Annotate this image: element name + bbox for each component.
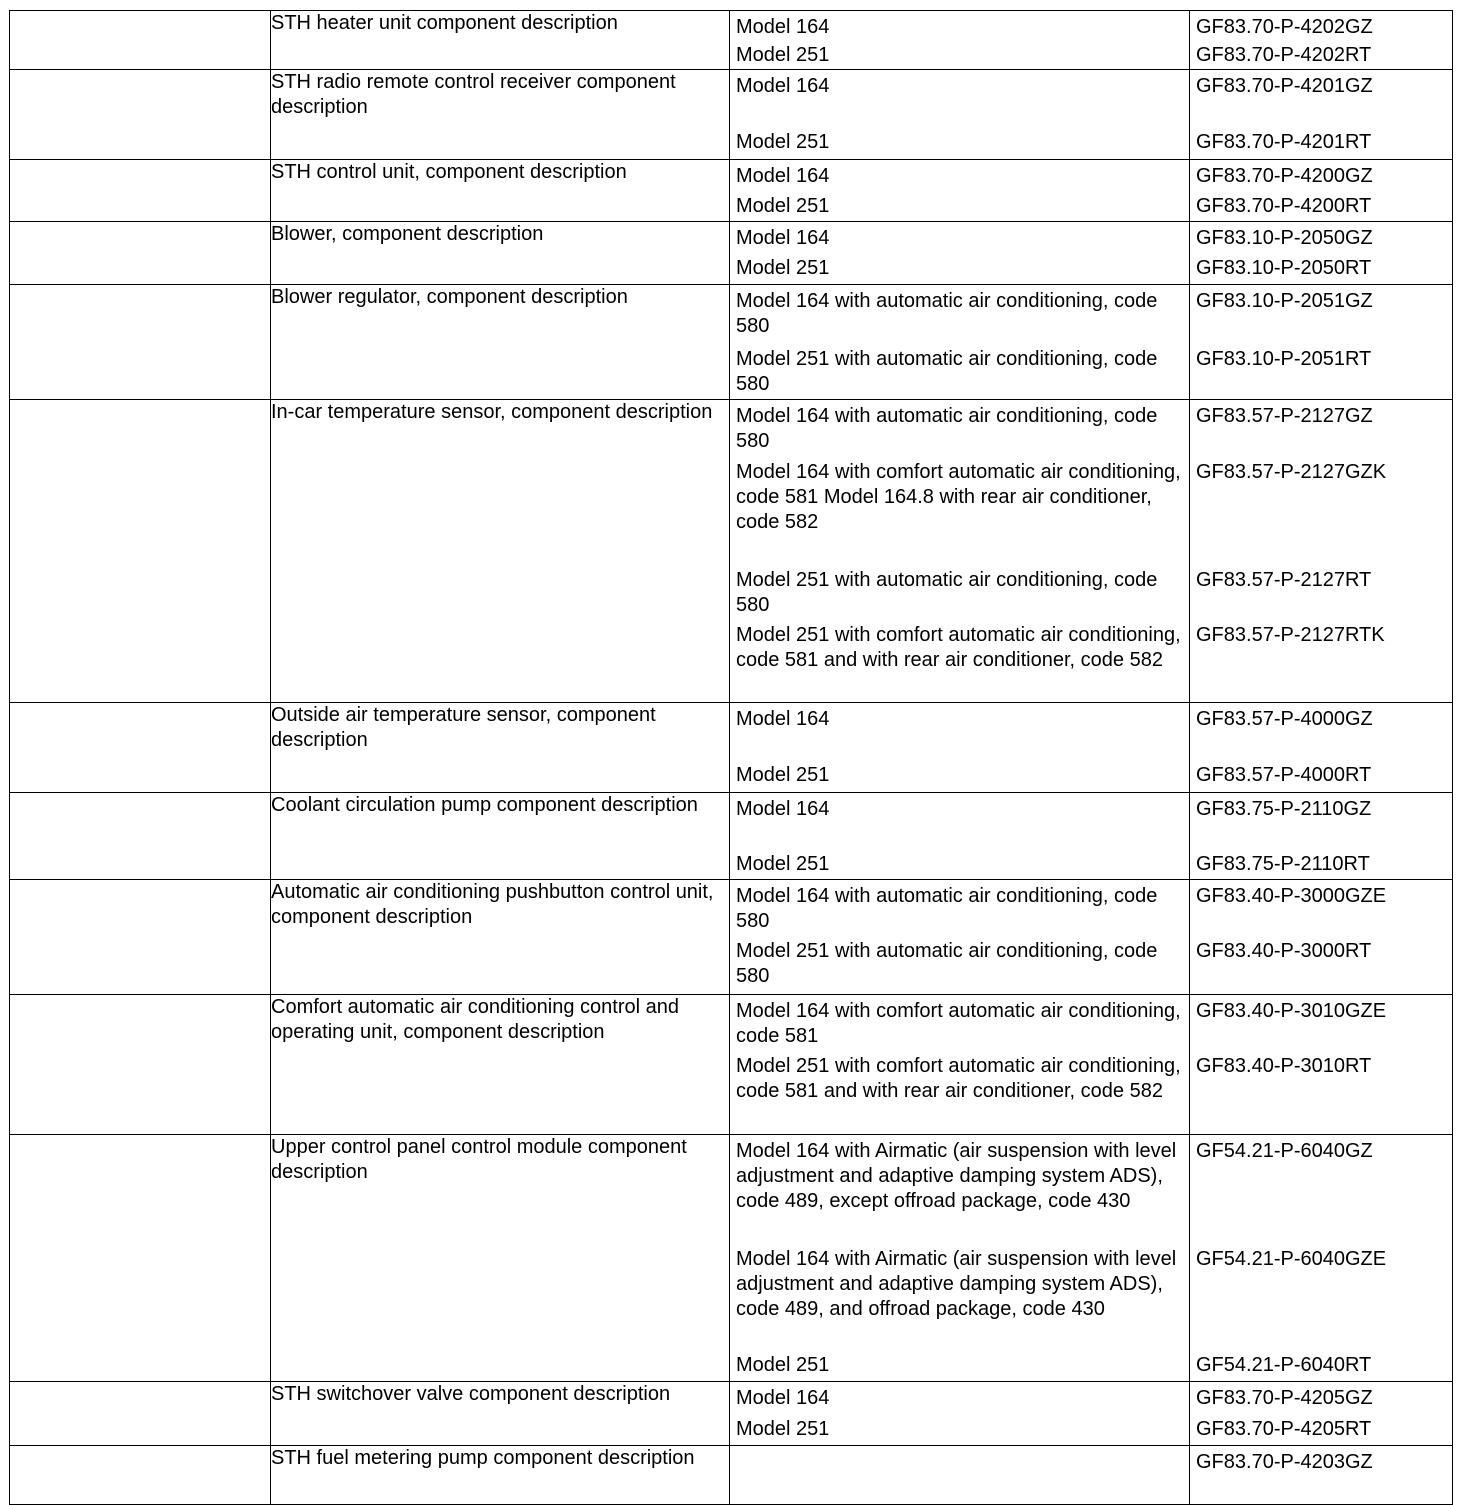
model-cell [730,222,1190,285]
document-reference [1190,222,1452,252]
document-reference [1190,1446,1452,1504]
model-description [730,252,1189,284]
model-text: Model 164 [736,227,830,249]
document-reference [1190,1382,1452,1413]
component-title: Comfort automatic air conditioning control and operating unit, component description [271,996,679,1043]
document-reference [1190,1243,1452,1349]
model-description [730,1349,1189,1381]
model-description [730,126,1189,159]
model-text: Model 164 [736,75,830,97]
document-reference [1190,1135,1452,1243]
model-text: Model 251 with comfort automatic air conditioning, code 581 and with rear air conditioner, code 582 [736,1055,1181,1102]
model-text: Model 251 [736,1418,830,1440]
model-description [730,1382,1189,1413]
reference-cell [1190,793,1453,880]
reference-cell [1190,995,1453,1135]
model-description [730,70,1189,126]
component-title: Outside air temperature sensor, component description [271,704,656,751]
document-reference [1190,880,1452,935]
reference-cell [1190,880,1453,995]
model-description [730,343,1189,399]
document-reference [1190,995,1452,1050]
model-text: Model 164 [736,16,830,38]
model-text: Model 251 [736,853,830,875]
document-reference [1190,126,1452,159]
document-reference [1190,400,1452,456]
model-cell [730,160,1190,222]
blank-cell [10,70,271,160]
reference-code: GF83.57-P-2127RTK [1196,624,1385,646]
table-body [10,11,1453,1505]
blank-cell [10,11,271,70]
model-description [730,848,1189,879]
reference-code: GF83.57-P-2127RT [1196,569,1372,591]
table-row [10,285,1453,400]
reference-cell [1190,160,1453,222]
model-text: Model 251 [736,195,830,217]
model-cell [730,995,1190,1135]
document-reference [1190,703,1452,759]
model-description [730,703,1189,759]
reference-cell [1190,70,1453,160]
model-description [730,564,1189,619]
reference-code: GF83.70-P-4201GZ [1196,75,1373,97]
component-title-cell [271,285,730,400]
table-row [10,880,1453,995]
document-reference [1190,11,1452,39]
model-text: Model 164 with comfort automatic air conditioning, code 581 Model 164.8 with rear air conditioner, code 582 [736,461,1181,533]
reference-code: GF83.70-P-4202RT [1196,44,1372,66]
model-text: Model 164 with automatic air conditioning, code 580 [736,885,1158,932]
model-description [730,1135,1189,1243]
table-row [10,995,1453,1135]
component-title: STH switchover valve component description [271,1383,671,1405]
model-description [730,793,1189,848]
table-row [10,1135,1453,1382]
document-reference [1190,848,1452,879]
reference-code: GF83.70-P-4202GZ [1196,16,1373,38]
blank-cell [10,400,271,703]
reference-code: GF83.57-P-2127GZK [1196,461,1387,483]
reference-code: GF83.70-P-4205GZ [1196,1387,1373,1409]
component-title-cell [271,995,730,1135]
model-text: Model 164 with automatic air conditioning, code 580 [736,290,1158,337]
reference-code: GF83.40-P-3010RT [1196,1055,1372,1077]
document-reference [1190,1349,1452,1381]
blank-cell [10,285,271,400]
model-text: Model 164 with Airmatic (air suspension with level adjustment and adaptive damping system ADS), code 489, except offroad package, code 430 [736,1140,1177,1212]
component-title: Blower, component description [271,223,544,245]
blank-cell [10,703,271,793]
reference-code: GF83.70-P-4201RT [1196,131,1372,153]
document-reference [1190,793,1452,848]
model-description [730,1243,1189,1349]
blank-cell [10,1382,271,1446]
reference-code: GF83.75-P-2110RT [1196,853,1370,875]
reference-code: GF83.70-P-4200RT [1196,195,1372,217]
component-title-cell [271,11,730,70]
document-reference [1190,619,1452,702]
document-reference [1190,252,1452,284]
component-title-cell [271,703,730,793]
component-title-cell [271,880,730,995]
model-text: Model 164 with Airmatic (air suspension with level adjustment and adaptive damping system ADS), code 489, and offroad package, code 430 [736,1248,1177,1320]
component-title: Blower regulator, component description [271,286,628,308]
model-cell [730,793,1190,880]
model-description [730,11,1189,39]
table-row [10,400,1453,703]
model-cell [730,1382,1190,1446]
model-cell [730,703,1190,793]
reference-code: GF83.57-P-2127GZ [1196,405,1373,427]
model-description [730,1446,1189,1504]
document-reference [1190,1050,1452,1134]
document-reference [1190,39,1452,69]
model-description [730,880,1189,935]
blank-cell [10,1135,271,1382]
component-title: Automatic air conditioning pushbutton control unit, component description [271,881,714,928]
table-row [10,703,1453,793]
model-description [730,285,1189,343]
document-reference [1190,343,1452,399]
model-text: Model 164 [736,165,830,187]
model-text: Model 251 with automatic air conditioning, code 580 [736,940,1158,987]
component-title: STH fuel metering pump component description [271,1447,695,1469]
table-row [10,160,1453,222]
model-description [730,222,1189,252]
component-title: Upper control panel control module component description [271,1136,687,1183]
model-description [730,456,1189,564]
model-description [730,400,1189,456]
component-title-cell [271,1135,730,1382]
model-text: Model 164 [736,1387,830,1409]
model-description [730,935,1189,994]
component-title: In-car temperature sensor, component description [271,401,713,423]
component-title-cell [271,400,730,703]
document-reference [1190,285,1452,343]
model-text: Model 251 [736,44,830,66]
model-text: Model 164 [736,708,830,730]
model-description [730,190,1189,221]
model-text: Model 251 with comfort automatic air conditioning, code 581 and with rear air conditioner, code 582 [736,624,1181,671]
reference-cell [1190,1135,1453,1382]
model-text: Model 251 with automatic air conditioning, code 580 [736,348,1158,395]
reference-cell [1190,400,1453,703]
model-description [730,759,1189,792]
component-title-cell [271,160,730,222]
document-reference [1190,759,1452,792]
document-reference [1190,70,1452,126]
reference-code: GF83.70-P-4205RT [1196,1418,1372,1440]
model-description [730,619,1189,702]
reference-code: GF54.21-P-6040GZE [1196,1248,1387,1270]
reference-cell [1190,11,1453,70]
reference-code: GF83.70-P-4203GZ [1196,1451,1373,1473]
reference-code: GF54.21-P-6040GZ [1196,1140,1373,1162]
model-text: Model 251 with automatic air conditioning, code 580 [736,569,1158,616]
reference-code: GF83.57-P-4000RT [1196,764,1372,786]
reference-code: GF83.10-P-2050RT [1196,257,1372,279]
reference-code: GF83.40-P-3000GZE [1196,885,1387,907]
model-cell [730,11,1190,70]
model-text: Model 164 with comfort automatic air conditioning, code 581 [736,1000,1181,1047]
component-title-cell [271,1382,730,1446]
component-title-cell [271,222,730,285]
blank-cell [10,995,271,1135]
table-row [10,1382,1453,1446]
reference-code: GF83.10-P-2051RT [1196,348,1372,370]
reference-cell [1190,222,1453,285]
model-text: Model 251 [736,257,830,279]
model-cell [730,70,1190,160]
table-row [10,793,1453,880]
model-description [730,995,1189,1050]
reference-code: GF83.40-P-3000RT [1196,940,1372,962]
model-description [730,39,1189,69]
component-title: Coolant circulation pump component description [271,794,698,816]
model-text: Model 164 [736,798,830,820]
model-cell [730,400,1190,703]
reference-cell [1190,285,1453,400]
component-title-cell [271,793,730,880]
document-reference [1190,456,1452,564]
model-text: Model 251 [736,764,830,786]
document-reference [1190,190,1452,221]
reference-code: GF83.40-P-3010GZE [1196,1000,1387,1022]
reference-code: GF54.21-P-6040RT [1196,1354,1372,1376]
component-title: STH heater unit component description [271,12,618,34]
model-cell [730,285,1190,400]
reference-cell [1190,1382,1453,1446]
component-title: STH control unit, component description [271,161,627,183]
document-reference [1190,1413,1452,1445]
model-description [730,160,1189,190]
reference-code: GF83.10-P-2051GZ [1196,290,1373,312]
model-text: Model 251 [736,1354,830,1376]
model-text: Model 164 with automatic air conditioning, code 580 [736,405,1158,452]
model-description [730,1413,1189,1445]
reference-code: GF83.57-P-4000GZ [1196,708,1373,730]
table-row [10,11,1453,70]
model-description [730,1050,1189,1134]
blank-cell [10,160,271,222]
table-row [10,70,1453,160]
component-title: STH radio remote control receiver component description [271,71,676,118]
model-text: Model 251 [736,131,830,153]
model-cell [730,880,1190,995]
table-row [10,222,1453,285]
blank-cell [10,222,271,285]
document-reference [1190,564,1452,619]
document-reference [1190,935,1452,994]
document-reference [1190,160,1452,190]
reference-code: GF83.70-P-4200GZ [1196,165,1373,187]
reference-code: GF83.10-P-2050GZ [1196,227,1373,249]
blank-cell [10,880,271,995]
reference-code: GF83.75-P-2110GZ [1196,798,1372,820]
component-title-cell [271,70,730,160]
blank-cell [10,793,271,880]
component-reference-table [9,10,1453,1505]
reference-cell [1190,703,1453,793]
model-cell [730,1135,1190,1382]
